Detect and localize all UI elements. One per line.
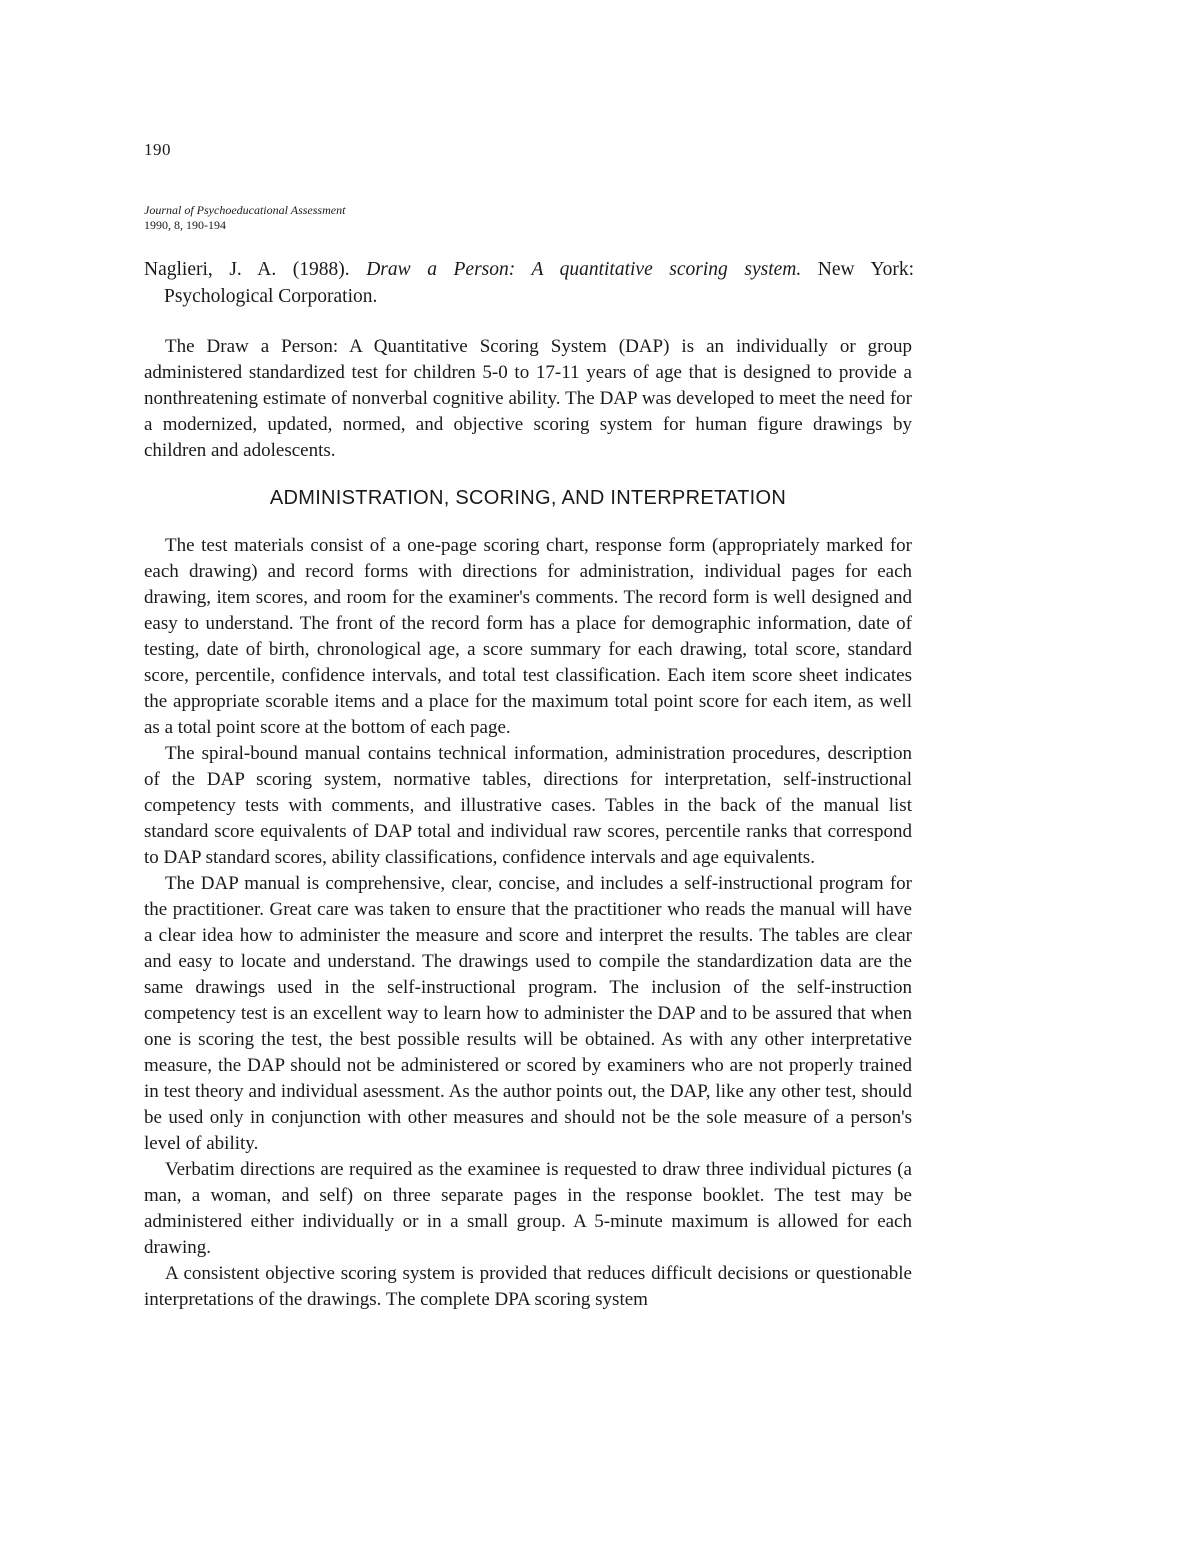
citation-authors: Naglieri, J. A. (1988).: [144, 259, 350, 280]
journal-info: [144, 203, 345, 233]
journal-volume: 1990, 8, 190-194: [144, 218, 226, 232]
paragraph: Verbatim directions are required as the examinee is requested to draw three individual pictures (a man, a woman, and self) on three separate pages in the response booklet. The test may be administered either individually or in a small group. A 5-minute maximum is allowed for each drawing.: [144, 1159, 912, 1258]
paragraph: The DAP manual is comprehensive, clear, concise, and includes a self-instructional program for the practitioner. Great care was taken to ensure that the practitioner who reads the manual will have a clear idea how to administer the measure and score and interpret the results. The tables are clear and easy to locate and understand. The drawings used to compile the standardization data are the same drawings used in the self-instructional program. The inclusion of the self-instruction competency test is an excellent way to learn how to administer the DAP and to be assured that when one is scoring the test, the best possible results will be obtained. As with any other interpretative measure, the DAP should not be administered or scored by examiners who are not properly trained in test theory and individual asessment. As the author points out, the DAP, like any other test, should be used only in conjunction with other measures and should not be the sole measure of a person's level of ability.: [144, 873, 912, 1154]
intro-section: [144, 334, 912, 464]
book-citation: [144, 256, 914, 310]
citation-place: New York:: [817, 259, 914, 280]
paragraph: The spiral-bound manual contains technical information, administration procedures, description of the DAP scoring system, normative tables, directions for interpretation, self-instructional competency tests with comments, and illustrative cases. Tables in the back of the manual list standard score equivalents of DAP total and individual raw scores, percentile ranks that correspond to DAP standard scores, ability classifications, confidence intervals and age equivalents.: [144, 743, 912, 868]
section-heading: ADMINISTRATION, SCORING, AND INTERPRETATION: [269, 487, 787, 509]
intro-paragraph: The Draw a Person: A Quantitative Scoring System (DAP) is an individually or group administered standardized test for children 5-0 to 17-11 years of age that is designed to provide a nonthreatening estimate of nonverbal cognitive ability. The DAP was developed to meet the need for a modernized, updated, normed, and objective scoring system for human figure drawings by children and adolescents.: [144, 336, 912, 461]
citation-line-1: [144, 256, 914, 283]
paragraph: The test materials consist of a one-page scoring chart, response form (appropriately marked for each drawing) and record forms with directions for administration, individual pages for each drawing, item scores, and room for the examiner's comments. The record form is well designed and easy to understand. The front of the record form has a place for demographic information, date of testing, date of birth, chronological age, a score summary for each drawing, total score, standard score, percentile, confidence intervals, and total test classification. Each item score sheet indicates the appropriate scorable items and a place for the maximum total point score for each item, as well as a total point score at the bottom of each page.: [144, 535, 912, 738]
main-section: [144, 533, 912, 1313]
citation-title: Draw a Person: A quantitative scoring system.: [366, 259, 802, 280]
paragraph: A consistent objective scoring system is provided that reduces difficult decisions or questionable interpretations of the drawings. The complete DPA scoring system: [144, 1263, 912, 1310]
citation-publisher: Psychological Corporation.: [164, 286, 378, 307]
page-number: 190: [144, 140, 171, 159]
journal-name: Journal of Psychoeducational Assessment: [144, 203, 346, 217]
